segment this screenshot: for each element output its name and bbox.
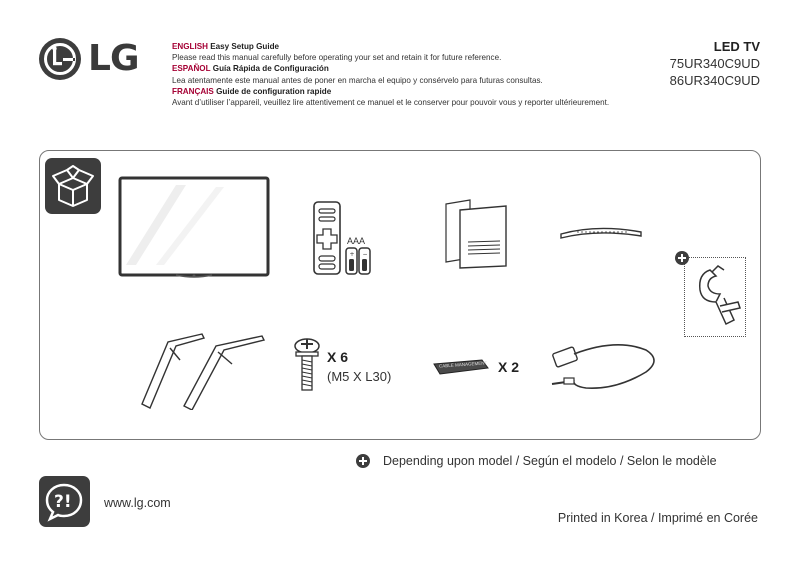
help-question-icon [39,476,90,527]
guide-title: Easy Setup Guide [210,42,280,51]
lang-label: ENGLISH [172,42,208,51]
model-info [670,38,760,89]
intro-french-text: Avant d’utiliser l’appareil, veuillez lire attentivement ce manuel et le conserver pour pouvoir vous y reporter ultérieurement. [172,98,610,108]
intro-english-heading [172,41,642,52]
battery-label: AAA [347,236,366,246]
manuals-icon [442,198,510,270]
cable-management-holder-icon [432,358,490,376]
open-box-icon [45,158,101,214]
intro-spanish-text: Lea atentamente este manual antes de poner en marcha el equipo y consérvelo para futuras consultas. [172,75,543,85]
intro-text-block [172,41,642,108]
cable-holder-clip-icon [690,262,744,332]
guide-title: Guide de configuration rapide [216,86,332,96]
lg-logo [38,37,139,81]
battery-icon [343,246,373,276]
cable-management-text: CABLE MANAGEMENT [438,360,488,369]
lg-face-icon [38,37,82,81]
tv-icon [116,175,272,285]
footnote-text: Depending upon model / Según el modelo / Selon le modèle [383,454,717,468]
holder-quantity: X 2 [498,359,520,375]
intro-spanish-heading [172,63,642,74]
model-number: 75UR340C9UD [669,56,760,71]
product-type: LED TV [713,39,760,54]
guide-title: Guía Rápida de Configuración [212,64,329,74]
screw-size: (M5 X L30) [327,369,392,384]
screw-quantity: X 6 [327,349,349,365]
svg-text:−: − [362,251,368,258]
lang-label: FRANÇAIS [172,86,214,96]
stand-legs-icon [132,330,272,410]
model-number: 86UR340C9UD [669,73,760,88]
model-dependent-note [356,454,717,468]
lang-label: ESPAÑOL [172,64,211,74]
website-link[interactable]: www.lg.com [104,496,171,510]
intro-french-heading [172,86,642,97]
svg-text:+: + [349,251,355,258]
logo-wordmark: LG [88,38,139,79]
cable-tie-icon [557,222,647,242]
intro-english-text: Please read this manual carefully before operating your set and retain it for future reference. [172,53,502,63]
plus-circle-icon [356,454,370,468]
av-cable-icon [546,336,660,398]
remote-control-icon [310,200,344,276]
svg-text:?!: ?! [54,492,72,512]
optional-plus-icon [675,251,689,265]
screw-icon [292,336,322,394]
printed-in-note: Printed in Korea / Imprimé en Corée [557,511,758,525]
